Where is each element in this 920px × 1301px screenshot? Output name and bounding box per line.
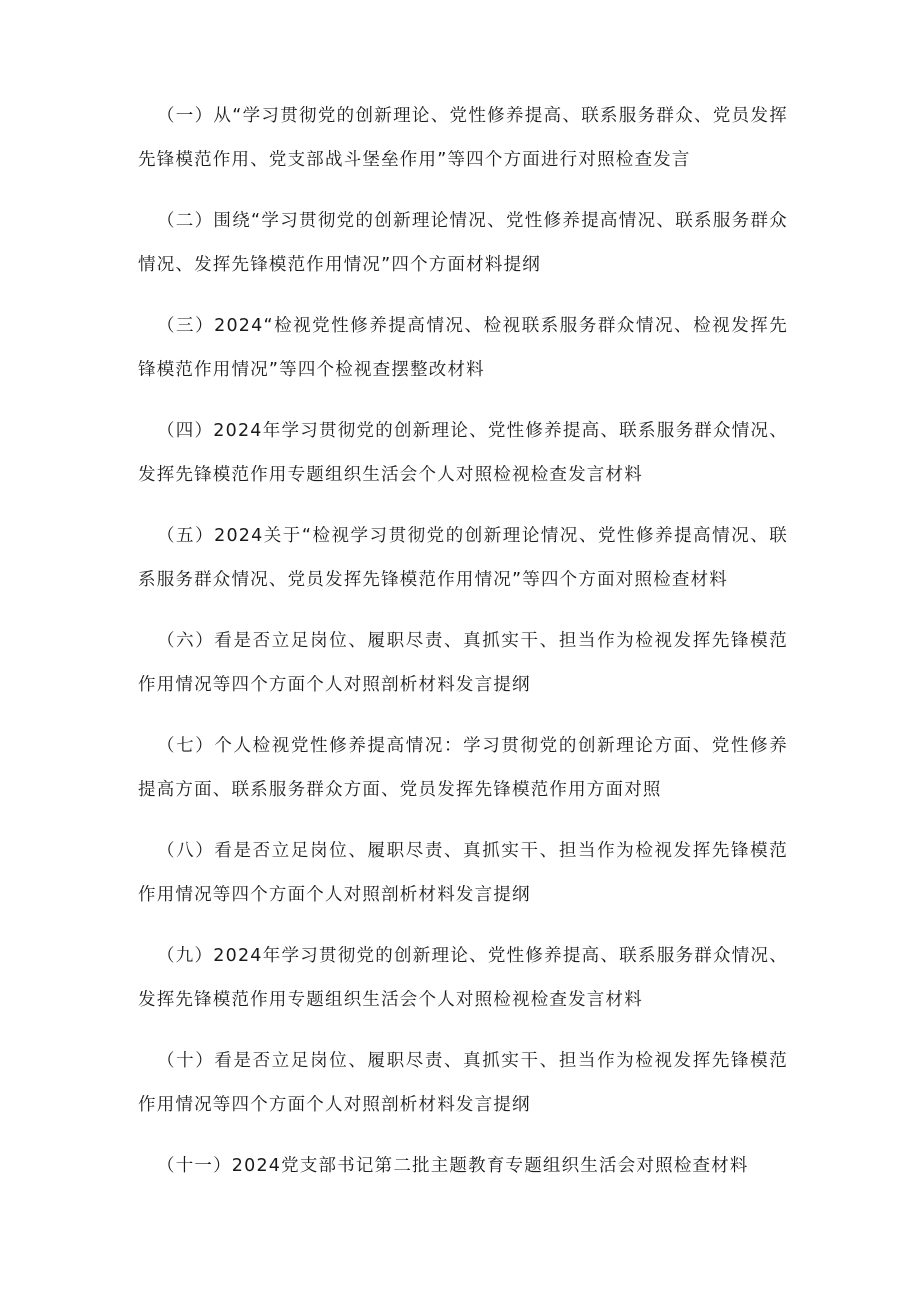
outline-item-8: （八）看是否立足岗位、履职尽责、真抓实干、担当作为检视发挥先锋模范作用情况等四个方面个人对照剖析材料发言提纲 (138, 841, 788, 905)
outline-item-11: （十一）2024党支部书记第二批主题教育专题组织生活会对照检查材料 (157, 1156, 749, 1176)
outline-item-1: （一）从“学习贯彻党的创新理论、党性修养提高、联系服务群众、党员发挥先锋模范作用、党支部战斗堡垒作用”等四个方面进行对照检查发言 (138, 106, 788, 170)
outline-item-3: （三）2024“检视党性修养提高情况、检视联系服务群众情况、检视发挥先锋模范作用情况”等四个检视查摆整改材料 (138, 316, 788, 380)
outline-item-9: （九）2024年学习贯彻党的创新理论、党性修养提高、联系服务群众情况、发挥先锋模范作用专题组织生活会个人对照检视检查发言材料 (138, 946, 788, 1010)
outline-item-2: （二）围绕“学习贯彻党的创新理论情况、党性修养提高情况、联系服务群众情况、发挥先锋模范作用情况”四个方面材料提纲 (138, 211, 788, 275)
outline-item-6: （六）看是否立足岗位、履职尽责、真抓实干、担当作为检视发挥先锋模范作用情况等四个方面个人对照剖析材料发言提纲 (138, 631, 788, 695)
outline-item-4: （四）2024年学习贯彻党的创新理论、党性修养提高、联系服务群众情况、发挥先锋模范作用专题组织生活会个人对照检视检查发言材料 (138, 421, 788, 485)
outline-item-7: （七）个人检视党性修养提高情况：学习贯彻党的创新理论方面、党性修养提高方面、联系服务群众方面、党员发挥先锋模范作用方面对照 (138, 736, 788, 800)
outline-item-5: （五）2024关于“检视学习贯彻党的创新理论情况、党性修养提高情况、联系服务群众情况、党员发挥先锋模范作用情况”等四个方面对照检查材料 (138, 526, 788, 590)
outline-item-10: （十）看是否立足岗位、履职尽责、真抓实干、担当作为检视发挥先锋模范作用情况等四个方面个人对照剖析材料发言提纲 (138, 1051, 788, 1115)
outline-list (138, 94, 788, 1205)
